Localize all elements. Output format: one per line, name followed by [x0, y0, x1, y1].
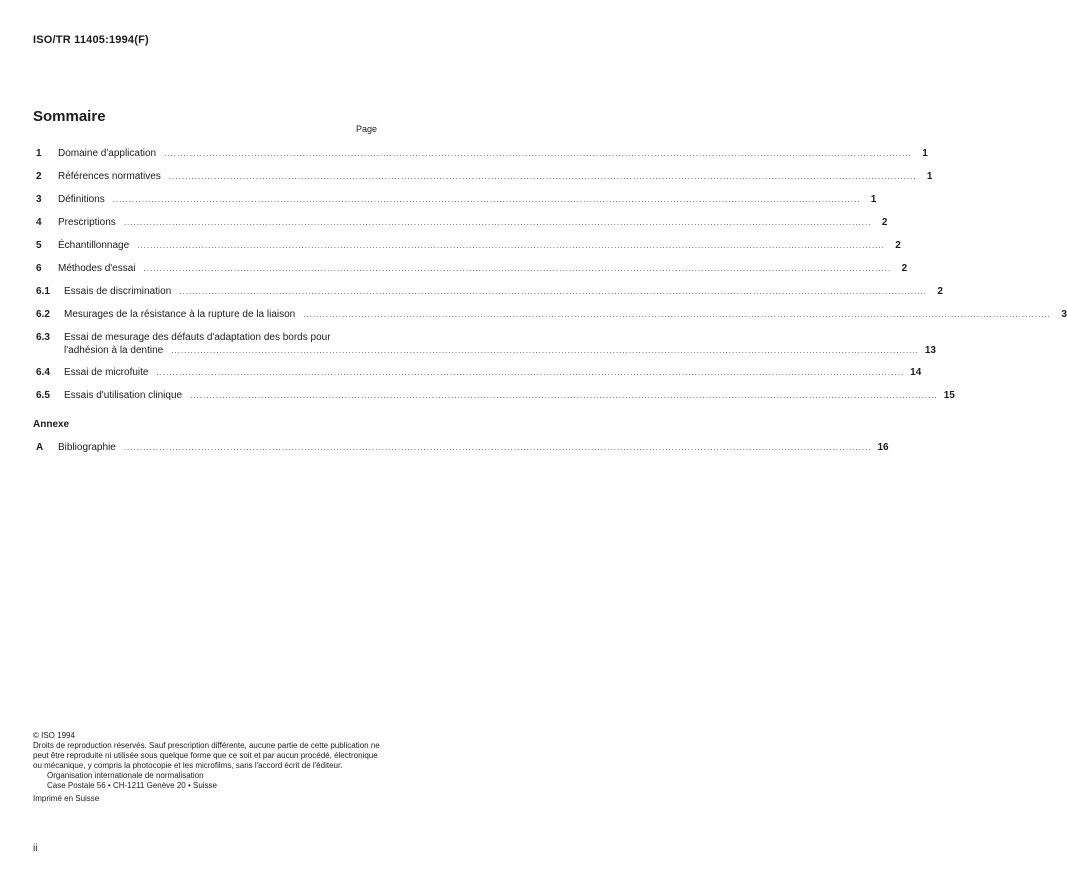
toc-page: 2: [895, 240, 901, 251]
toc-page: 2: [881, 217, 888, 228]
toc-label: Prescriptions: [58, 217, 116, 228]
toc-page: 3: [1061, 309, 1067, 320]
leader-dots: [156, 366, 904, 379]
annexe-heading: Annexe: [33, 419, 70, 430]
organization-address: Case Postale 56 • CH-1211 Genève 20 • Suisse: [47, 781, 217, 790]
printed-in: Imprimé en Suisse: [33, 794, 100, 803]
toc-number: 6.1: [36, 286, 50, 297]
leader-dots: [179, 285, 927, 298]
toc-label: Mesurages de la résistance à la rupture de la liaison: [64, 309, 296, 320]
toc-number: 6: [36, 263, 42, 274]
leader-dots: [137, 239, 885, 252]
toc-number: 6.2: [36, 309, 50, 320]
toc-number: 3: [36, 194, 42, 205]
toc-multiline-body: [64, 331, 936, 357]
toc-label: Échantillonnage: [58, 240, 130, 251]
toc-page: 13: [924, 345, 936, 356]
toc-entry-4[interactable]: [36, 216, 888, 229]
toc-label-line1: Essai de mesurage des défauts d'adaptation des bords pour: [64, 332, 331, 343]
toc-page: 2: [937, 286, 943, 297]
copyright-line: © ISO 1994: [33, 731, 75, 740]
toc-label: Références normatives: [58, 171, 161, 182]
toc-label-line2-row: [64, 344, 936, 357]
toc-number: 4: [36, 217, 42, 228]
toc-page: 2: [901, 263, 908, 274]
toc-entry-2[interactable]: [36, 170, 933, 183]
toc-entry-6-1[interactable]: [36, 285, 943, 298]
toc-page: 15: [943, 390, 955, 401]
toc-page: 14: [910, 367, 922, 378]
toc-page: 1: [870, 194, 877, 205]
toc-entry-3[interactable]: [36, 193, 877, 206]
toc-page: 16: [877, 442, 889, 453]
leader-dots: [303, 308, 1051, 321]
copyright-block: [33, 731, 381, 804]
toc-entry-6-5[interactable]: [36, 389, 955, 402]
copyright-notice: Droits de reproduction réservés. Sauf prescription différente, aucune partie de cette publication ne peut être reproduite ni utilisée sous quelque forme que ce soit et par aucun procédé, électronique ou mécanique, y compris la photocopie et les microfilms, sans l'accord écrit de l'éditeur.: [33, 741, 380, 770]
toc-number: 6.5: [36, 390, 50, 401]
page-column-label: Page: [356, 124, 378, 134]
document-id: ISO/TR 11405:1994(F): [33, 34, 149, 46]
toc-entry-annexe-a[interactable]: [36, 441, 889, 454]
toc-entry-6-3[interactable]: [36, 331, 936, 357]
toc-label: Bibliographie: [58, 442, 116, 453]
toc-number: 5: [36, 240, 42, 251]
leader-dots: [144, 262, 892, 275]
toc-number: 1: [36, 148, 42, 159]
toc-entry-5[interactable]: [36, 239, 901, 252]
toc-number: A: [36, 442, 44, 453]
toc-entry-6[interactable]: [36, 262, 908, 275]
toc-label: Définitions: [58, 194, 105, 205]
leader-dots: [124, 216, 872, 229]
toc-entry-1[interactable]: [36, 147, 928, 160]
toc-number: 6.4: [36, 367, 50, 378]
leader-dots: [169, 170, 917, 183]
toc-label: Domaine d'application: [58, 148, 157, 159]
leader-dots: [164, 147, 912, 160]
toc-label: Essais d'utilisation clinique: [64, 390, 183, 401]
leader-dots: [124, 441, 872, 454]
toc-label: Essais de discrimination: [64, 286, 172, 297]
leader-dots: [113, 193, 861, 206]
page-title: Sommaire: [33, 108, 106, 125]
toc-label: Essai de microfuite: [64, 367, 149, 378]
leader-dots: [171, 344, 919, 357]
toc-number: 6.3: [36, 332, 50, 343]
toc-label: Méthodes d'essai: [58, 263, 136, 274]
toc-entry-6-4[interactable]: [36, 366, 922, 379]
organization-name: Organisation internationale de normalisation: [47, 771, 204, 780]
page-number: ii: [33, 843, 38, 854]
toc-page: 1: [926, 171, 933, 182]
leader-dots: [190, 389, 938, 402]
toc-label-line2: l'adhésion à la dentine: [64, 345, 164, 356]
toc-entry-6-2[interactable]: [36, 308, 1067, 321]
toc-page: 1: [922, 148, 928, 159]
toc-number: 2: [36, 171, 42, 182]
